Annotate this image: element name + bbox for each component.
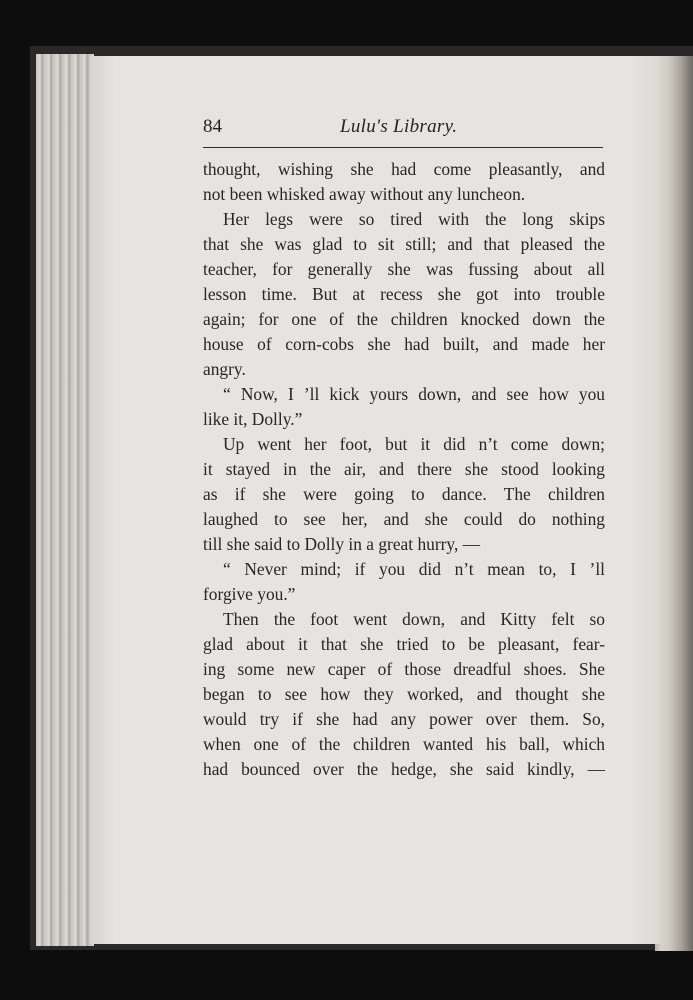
text-line: when one of the children wanted his ball, which xyxy=(203,734,605,754)
text-line: would try if she had any power over them. So, xyxy=(203,709,605,729)
text-line: Up went her foot, but it did n’t come down; xyxy=(223,434,605,454)
text-line: ing some new caper of those dreadful shoes. She xyxy=(203,659,605,679)
text-line: teacher, for generally she was fussing about all xyxy=(203,259,605,279)
header-rule xyxy=(203,147,603,148)
text-line: not been whisked away without any luncheon. xyxy=(203,184,526,204)
text-line: as if she were going to dance. The children xyxy=(203,484,605,504)
text-line: angry. xyxy=(203,359,246,379)
text-line: till she said to Dolly in a great hurry, — xyxy=(203,534,481,554)
text-line: like it, Dolly.” xyxy=(203,409,303,429)
running-head xyxy=(203,112,605,148)
text-line: had bounced over the hedge, she said kindly, — xyxy=(203,759,605,779)
text-line: house of corn-cobs she had built, and made her xyxy=(203,334,605,354)
text-line: Her legs were so tired with the long skips xyxy=(223,209,605,229)
text-line: began to see how they worked, and thought she xyxy=(203,684,605,704)
text-line: lesson time. But at recess she got into trouble xyxy=(203,284,605,304)
body-text xyxy=(203,157,605,782)
text-line: “ Never mind; if you did n’t mean to, I ’ll xyxy=(223,559,605,579)
text-line: forgive you.” xyxy=(203,584,296,604)
text-line: Then the foot went down, and Kitty felt so xyxy=(223,609,605,629)
right-page-edge xyxy=(655,56,693,951)
page-stack-edges xyxy=(36,54,94,946)
text-line: it stayed in the air, and there she stood looking xyxy=(203,459,605,479)
text-line: laughed to see her, and she could do nothing xyxy=(203,509,605,529)
text-line: again; for one of the children knocked down the xyxy=(203,309,605,329)
text-line: thought, wishing she had come pleasantly, and xyxy=(203,159,605,179)
text-line: “ Now, I ’ll kick yours down, and see how you xyxy=(223,384,605,404)
text-line: that she was glad to sit still; and that pleased the xyxy=(203,234,605,254)
text-line: glad about it that she tried to be pleasant, fear- xyxy=(203,634,605,654)
running-title: Lulu's Library. xyxy=(340,116,458,137)
page-number: 84 xyxy=(203,116,222,137)
